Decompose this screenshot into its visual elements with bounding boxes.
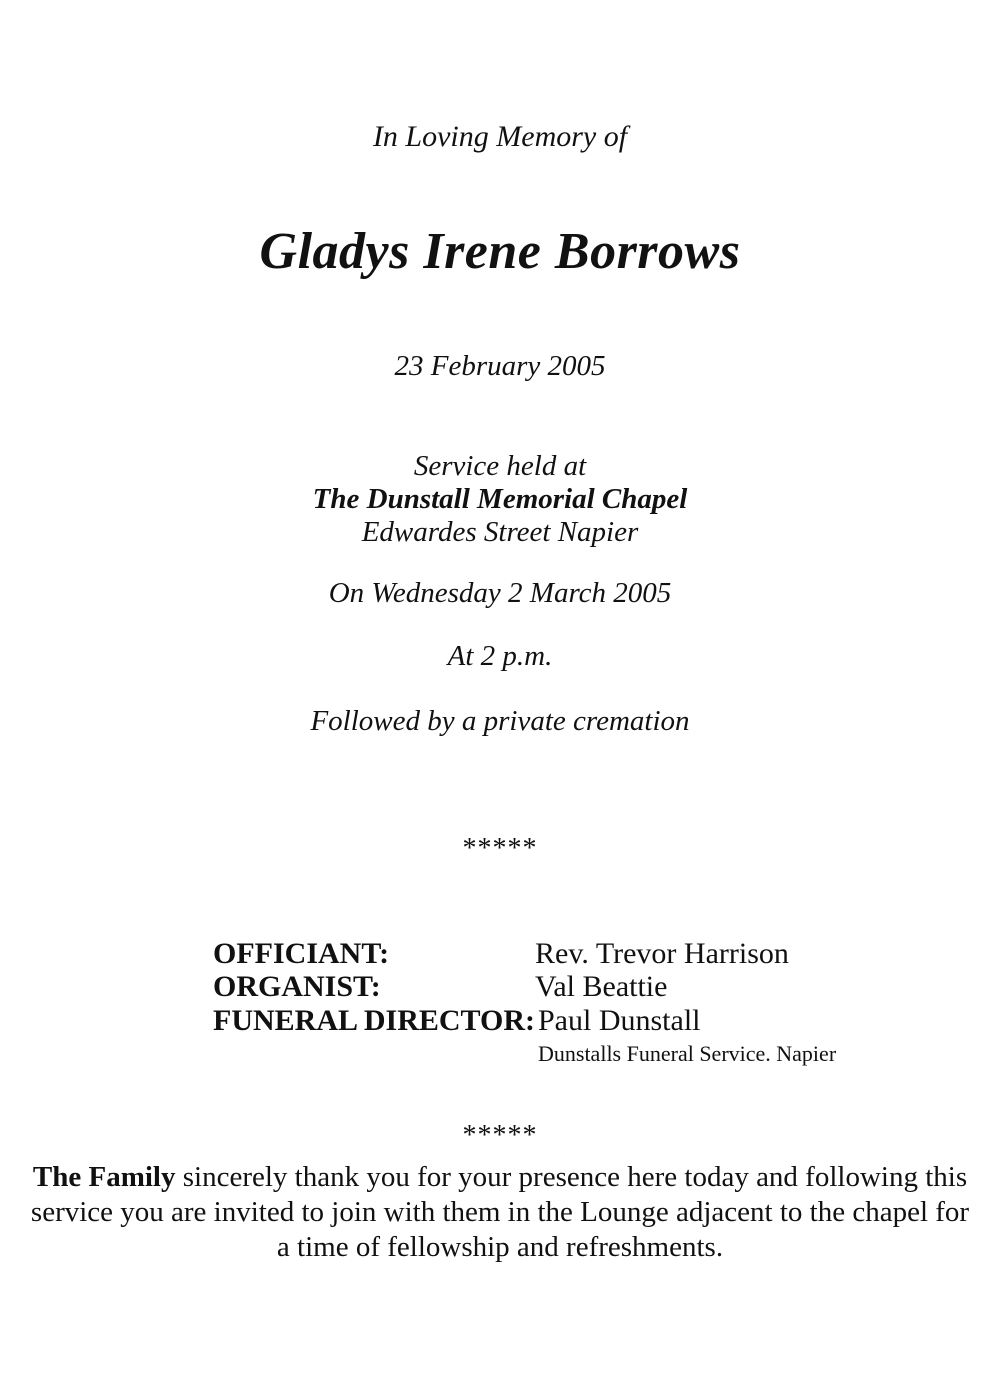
- role-name: Paul Dunstall: [538, 1004, 701, 1037]
- role-name: Val Beattie: [535, 970, 668, 1003]
- role-row-organist: [0, 970, 1000, 1006]
- role-label: OFFICIANT:: [213, 937, 390, 970]
- separator-stars: *****: [462, 1120, 538, 1151]
- family-thanks-text: sincerely thank you for your presence here today and following this service you are invited to join with them in the Lounge adjacent to the chapel for a time of fellowship and refreshments.: [30, 1161, 970, 1263]
- service-venue: The Dunstall Memorial Chapel: [312, 483, 688, 515]
- funeral-director-company: Dunstalls Funeral Service. Napier: [538, 1041, 837, 1066]
- role-row-funeral-director: [0, 1004, 1000, 1040]
- family-thanks-paragraph: [30, 1160, 970, 1265]
- date-of-death: 23 February 2005: [394, 350, 606, 382]
- service-held-at: Service held at: [413, 450, 587, 482]
- service-address: Edwardes Street Napier: [361, 516, 639, 548]
- role-label: ORGANIST:: [213, 970, 381, 1003]
- role-name: Rev. Trevor Harrison: [535, 937, 789, 970]
- intro-text: In Loving Memory of: [372, 120, 628, 153]
- role-label: FUNERAL DIRECTOR:: [213, 1004, 535, 1037]
- deceased-name: Gladys Irene Borrows: [259, 223, 741, 280]
- service-day: On Wednesday 2 March 2005: [328, 577, 672, 609]
- family-thanks-lead: The Family: [32, 1161, 176, 1193]
- service-time: At 2 p.m.: [447, 640, 553, 672]
- separator-stars: *****: [462, 833, 538, 864]
- service-followed-by: Followed by a private cremation: [310, 705, 690, 737]
- role-row-officiant: [0, 937, 1000, 973]
